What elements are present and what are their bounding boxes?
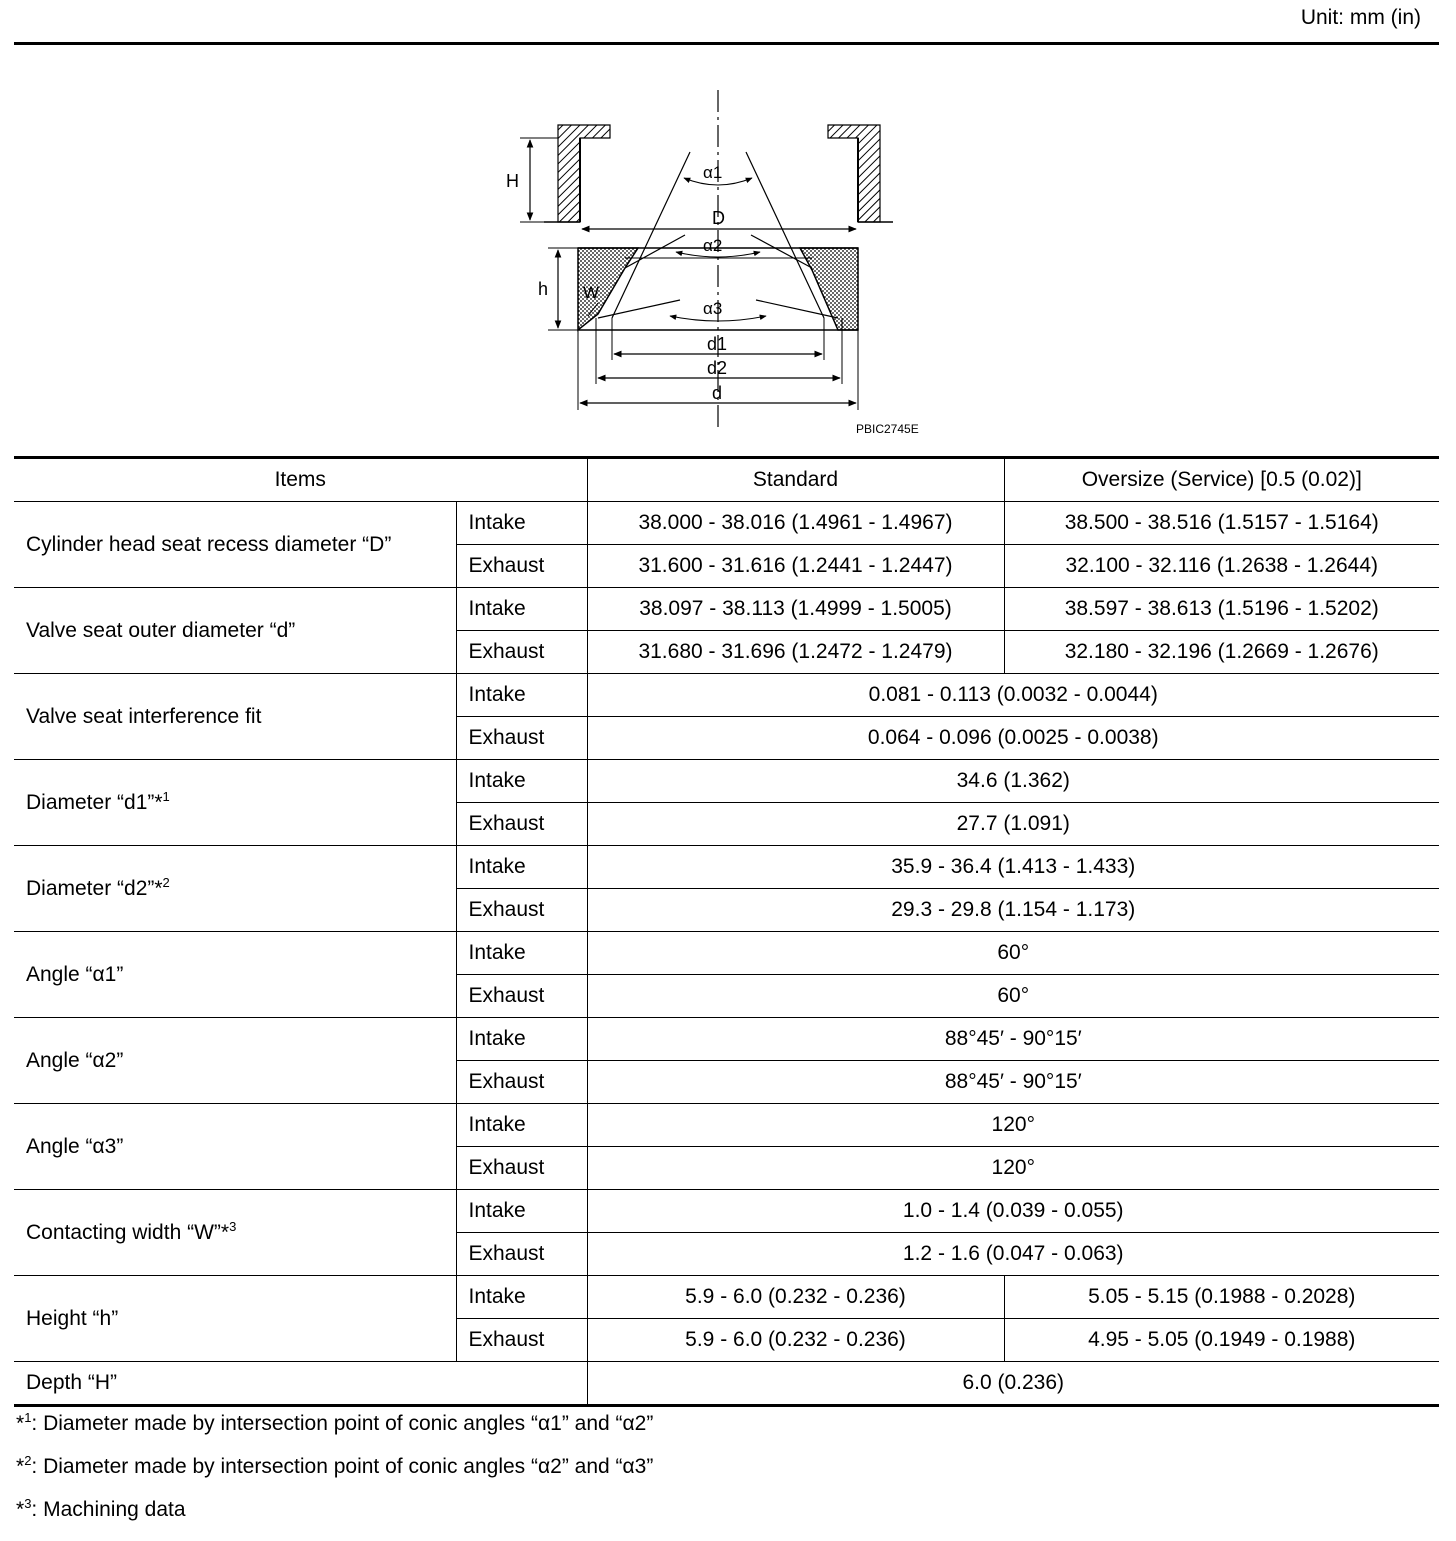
- row-item: Angle “α3”: [14, 1104, 456, 1190]
- exhaust-label: Exhaust: [456, 717, 587, 760]
- seat-right: [800, 248, 858, 330]
- table-row: [14, 1190, 1439, 1233]
- oversize-value: 32.100 - 32.116 (1.2638 - 1.2644): [1004, 545, 1439, 588]
- exhaust-label: Exhaust: [456, 1319, 587, 1362]
- table-row: [14, 846, 1439, 889]
- header-oversize: Oversize (Service) [0.5 (0.02)]: [1004, 458, 1439, 502]
- spec-value: 1.2 - 1.6 (0.047 - 0.063): [587, 1233, 1439, 1276]
- spec-value: 1.0 - 1.4 (0.039 - 0.055): [587, 1190, 1439, 1233]
- standard-value: 38.000 - 38.016 (1.4961 - 1.4967): [587, 502, 1004, 545]
- label-W: W: [583, 283, 600, 302]
- table-row: [14, 502, 1439, 545]
- label-d2: d2: [707, 358, 728, 378]
- label-d1: d1: [707, 334, 728, 354]
- standard-value: 38.097 - 38.113 (1.4999 - 1.5005): [587, 588, 1004, 631]
- spec-value: 34.6 (1.362): [587, 760, 1439, 803]
- footnote: *$^3$: Machining data: [16, 1496, 186, 1521]
- label-d: d: [712, 383, 723, 403]
- intake-label: Intake: [456, 588, 587, 631]
- footnote-ref: 2: [162, 874, 170, 890]
- oversize-value: 32.180 - 32.196 (1.2669 - 1.2676): [1004, 631, 1439, 674]
- standard-value: 31.600 - 31.616 (1.2441 - 1.2447): [587, 545, 1004, 588]
- exhaust-label: Exhaust: [456, 803, 587, 846]
- exhaust-label: Exhaust: [456, 631, 587, 674]
- intake-label: Intake: [456, 932, 587, 975]
- footnote-ref: 1: [162, 788, 170, 804]
- row-item: Diameter “d1”*$^1$: [14, 760, 456, 846]
- table-row: [14, 760, 1439, 803]
- spec-value: 27.7 (1.091): [587, 803, 1439, 846]
- spec-value: 88°45′ - 90°15′: [587, 1018, 1439, 1061]
- row-item: Valve seat outer diameter “d”: [14, 588, 456, 674]
- exhaust-label: Exhaust: [456, 545, 587, 588]
- row-item: Angle “α1”: [14, 932, 456, 1018]
- intake-label: Intake: [456, 502, 587, 545]
- table-row: [14, 1018, 1439, 1061]
- spec-value: 60°: [587, 975, 1439, 1018]
- top-rule: [14, 42, 1439, 45]
- standard-value: 5.9 - 6.0 (0.232 - 0.236): [587, 1319, 1004, 1362]
- table-row: [14, 932, 1439, 975]
- oversize-value: 38.597 - 38.613 (1.5196 - 1.5202): [1004, 588, 1439, 631]
- spec-value: 120°: [587, 1147, 1439, 1190]
- intake-label: Intake: [456, 1276, 587, 1319]
- label-a1: α1: [703, 163, 723, 182]
- spec-value: 35.9 - 36.4 (1.413 - 1.433): [587, 846, 1439, 889]
- head-left-block: [558, 125, 610, 222]
- valve-seat-spec-table: [14, 456, 1439, 1407]
- footnote-ref: 3: [229, 1218, 237, 1234]
- spec-value: 0.064 - 0.096 (0.0025 - 0.0038): [587, 717, 1439, 760]
- intake-label: Intake: [456, 674, 587, 717]
- header-standard: Standard: [587, 458, 1004, 502]
- table-row: [14, 1104, 1439, 1147]
- row-item: Diameter “d2”*$^2$: [14, 846, 456, 932]
- intake-label: Intake: [456, 1018, 587, 1061]
- table-row: [14, 1362, 1439, 1406]
- label-a3: α3: [703, 299, 723, 318]
- spec-value: 0.081 - 0.113 (0.0032 - 0.0044): [587, 674, 1439, 717]
- table-row: [14, 674, 1439, 717]
- label-D: D: [712, 208, 725, 228]
- head-right-block: [828, 125, 880, 222]
- footnote: *$^1$: Diameter made by intersection point of conic angles “α1” and “α2”: [16, 1410, 654, 1435]
- row-item: Depth “H”: [14, 1362, 587, 1406]
- intake-label: Intake: [456, 1190, 587, 1233]
- intake-label: Intake: [456, 1104, 587, 1147]
- intake-label: Intake: [456, 760, 587, 803]
- exhaust-label: Exhaust: [456, 889, 587, 932]
- standard-value: 5.9 - 6.0 (0.232 - 0.236): [587, 1276, 1004, 1319]
- footnotes: [16, 1412, 653, 1541]
- header-items: Items: [14, 458, 587, 502]
- spec-value: 120°: [587, 1104, 1439, 1147]
- row-item: Contacting width “W”*$^3$: [14, 1190, 456, 1276]
- spec-value: 6.0 (0.236): [587, 1362, 1439, 1406]
- label-a2: α2: [703, 236, 723, 255]
- standard-value: 31.680 - 31.696 (1.2472 - 1.2479): [587, 631, 1004, 674]
- row-item: Height “h”: [14, 1276, 456, 1362]
- intake-label: Intake: [456, 846, 587, 889]
- table-row: [14, 1276, 1439, 1319]
- spec-value: 29.3 - 29.8 (1.154 - 1.173): [587, 889, 1439, 932]
- exhaust-label: Exhaust: [456, 975, 587, 1018]
- exhaust-label: Exhaust: [456, 1147, 587, 1190]
- valve-seat-diagram: [500, 80, 960, 445]
- footnote: *$^2$: Diameter made by intersection point of conic angles “α2” and “α3”: [16, 1453, 654, 1478]
- row-item: Cylinder head seat recess diameter “D”: [14, 502, 456, 588]
- row-item: Valve seat interference fit: [14, 674, 456, 760]
- exhaust-label: Exhaust: [456, 1233, 587, 1276]
- diagram-code: PBIC2745E: [856, 422, 919, 436]
- oversize-value: 38.500 - 38.516 (1.5157 - 1.5164): [1004, 502, 1439, 545]
- unit-label: Unit: mm (in): [1300, 6, 1421, 29]
- table-header-row: [14, 458, 1439, 502]
- label-h: h: [538, 279, 549, 299]
- oversize-value: 5.05 - 5.15 (0.1988 - 0.2028): [1004, 1276, 1439, 1319]
- spec-value: 88°45′ - 90°15′: [587, 1061, 1439, 1104]
- oversize-value: 4.95 - 5.05 (0.1949 - 0.1988): [1004, 1319, 1439, 1362]
- spec-value: 60°: [587, 932, 1439, 975]
- table-row: [14, 588, 1439, 631]
- exhaust-label: Exhaust: [456, 1061, 587, 1104]
- row-item: Angle “α2”: [14, 1018, 456, 1104]
- label-H: H: [506, 171, 519, 191]
